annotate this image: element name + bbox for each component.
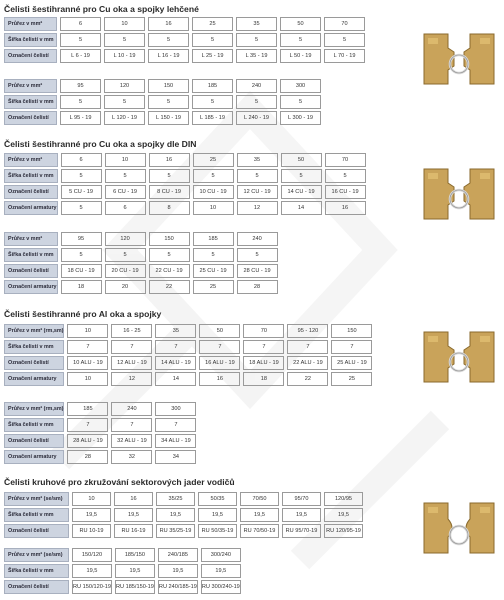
table-row (4, 340, 372, 354)
table-cell: 5 (236, 95, 277, 109)
table-cell: 32 ALU - 19 (111, 434, 152, 448)
section-title: Čelisti šestihranné pro Cu oka a spojky dle DIN (4, 139, 197, 149)
table-cell: L 150 - 19 (148, 111, 189, 125)
table-cell: 240 (237, 232, 278, 246)
table-cell: 25 CU - 19 (193, 264, 234, 278)
table-row (4, 548, 241, 562)
table-cell: RU 35/25-19 (156, 524, 195, 538)
table-cell: RU 70/50-19 (240, 524, 279, 538)
row-label: Průřez v mm² (rm,sm) (4, 324, 64, 338)
table-cell: 7 (155, 340, 196, 354)
table-cell: RU 10-19 (72, 524, 111, 538)
table-cell: 95 (61, 232, 102, 246)
section-title: Čelisti šestihranné pro Cu oka a spojky lehčené (4, 4, 199, 14)
table-cell: 95/70 (282, 492, 321, 506)
spec-table (1, 322, 375, 388)
table-cell: RU 300/240-19 (201, 580, 241, 594)
spec-table (1, 400, 199, 466)
table-cell: 150 (331, 324, 372, 338)
table-cell: L 35 - 19 (236, 49, 277, 63)
row-label: Šířka čelistí v mm (4, 340, 64, 354)
table-cell: 50 (199, 324, 240, 338)
table-cell: 240 (111, 402, 152, 416)
table-row (4, 580, 241, 594)
table-cell: 6 (105, 201, 146, 215)
row-label: Průřez v mm² (4, 79, 57, 93)
table-cell: 7 (67, 418, 108, 432)
table-cell: 28 (237, 280, 278, 294)
table-cell: 5 (325, 169, 366, 183)
table-cell: 150 (149, 232, 190, 246)
row-label: Šířka čelistí v mm (4, 169, 58, 183)
table-row (4, 418, 196, 432)
table-cell: L 70 - 19 (324, 49, 365, 63)
table-cell: 5 (61, 201, 102, 215)
table-row (4, 232, 278, 246)
table-cell: 12 (111, 372, 152, 386)
table-cell: 28 (67, 450, 108, 464)
table-cell: 185/150 (115, 548, 155, 562)
table-cell: 35 (236, 17, 277, 31)
table-cell: 150 (148, 79, 189, 93)
table-cell: 28 CU - 19 (237, 264, 278, 278)
table-cell: 10 (104, 17, 145, 31)
table-cell: 10 (67, 372, 108, 386)
table-cell: 19,5 (324, 508, 363, 522)
table-cell: 7 (287, 340, 328, 354)
table-cell: RU 150/120-19 (72, 580, 112, 594)
table-cell: 50 (280, 17, 321, 31)
spec-table (1, 546, 244, 596)
table-cell: 7 (67, 340, 108, 354)
table-cell: 16 (148, 17, 189, 31)
table-row (4, 450, 196, 464)
table-row (4, 324, 372, 338)
table-cell: 70 (325, 153, 366, 167)
table-cell: 10 (193, 201, 234, 215)
table-cell: 22 (287, 372, 328, 386)
row-label: Označení armatury (4, 201, 58, 215)
table-cell: 5 (149, 169, 190, 183)
table-cell: 19,5 (240, 508, 279, 522)
table-cell: 32 (111, 450, 152, 464)
table-cell: 10 CU - 19 (193, 185, 234, 199)
table-cell: 5 (192, 33, 233, 47)
table-row (4, 33, 365, 47)
table-cell: 5 (61, 169, 102, 183)
table-row (4, 153, 366, 167)
table-row (4, 49, 365, 63)
table-cell: 25 (331, 372, 372, 386)
table-cell: 120/95 (324, 492, 363, 506)
table-cell: 35/25 (156, 492, 195, 506)
table-cell: 10 (67, 324, 108, 338)
hex-crimp-jaw-image (420, 28, 498, 90)
table-cell: 16 (199, 372, 240, 386)
spec-table (1, 151, 369, 217)
table-cell: 28 ALU - 19 (67, 434, 108, 448)
table-row (4, 280, 278, 294)
table-cell: 7 (331, 340, 372, 354)
table-row (4, 201, 366, 215)
row-label: Šířka čelistí v mm (4, 564, 69, 578)
table-cell: 34 ALU - 19 (155, 434, 196, 448)
row-label: Označení armatury (4, 450, 64, 464)
table-cell: L 300 - 19 (280, 111, 321, 125)
table-cell: 8 CU - 19 (149, 185, 190, 199)
table-cell: RU 240/185-19 (158, 580, 198, 594)
table-cell: 5 (148, 95, 189, 109)
table-cell: 5 (60, 33, 101, 47)
table-cell: L 10 - 19 (104, 49, 145, 63)
table-cell: 120 (104, 79, 145, 93)
hex-crimp-jaw-image (420, 163, 498, 225)
table-cell: 50 (281, 153, 322, 167)
table-cell: 5 (192, 95, 233, 109)
table-row (4, 264, 278, 278)
table-cell: 19,5 (72, 564, 112, 578)
table-cell: 19,5 (158, 564, 198, 578)
table-cell: 12 ALU - 19 (111, 356, 152, 370)
table-cell: 5 (280, 33, 321, 47)
table-cell: 5 (236, 33, 277, 47)
table-cell: 5 (237, 248, 278, 262)
table-cell: 16 CU - 19 (325, 185, 366, 199)
table-cell: 5 (281, 169, 322, 183)
row-label: Označení čelistí (4, 49, 57, 63)
row-label: Šířka čelistí v mm (4, 248, 58, 262)
table-cell: 25 ALU - 19 (331, 356, 372, 370)
table-cell: 12 CU - 19 (237, 185, 278, 199)
row-label: Průřez v mm² (rm,sm) (4, 402, 64, 416)
table-cell: 185 (192, 79, 233, 93)
table-cell: L 240 - 19 (236, 111, 277, 125)
row-label: Označení čelistí (4, 524, 69, 538)
table-cell: 5 (193, 169, 234, 183)
table-cell: 185 (67, 402, 108, 416)
table-cell: 300 (280, 79, 321, 93)
table-row (4, 79, 321, 93)
table-row (4, 185, 366, 199)
table-cell: L 95 - 19 (60, 111, 101, 125)
spec-table (1, 230, 281, 296)
table-cell: L 50 - 19 (280, 49, 321, 63)
table-cell: 6 (61, 153, 102, 167)
row-label: Označení armatury (4, 372, 64, 386)
row-label: Průřez v mm² (4, 232, 58, 246)
table-row (4, 492, 363, 506)
table-row (4, 169, 366, 183)
table-cell: 22 ALU - 19 (287, 356, 328, 370)
table-cell: 120 (105, 232, 146, 246)
table-cell: RU 185/150-19 (115, 580, 155, 594)
table-cell: 19,5 (156, 508, 195, 522)
table-cell: 300 (155, 402, 196, 416)
table-cell: 25 (193, 280, 234, 294)
row-label: Průřez v mm² (4, 153, 58, 167)
table-cell: 5 (148, 33, 189, 47)
table-cell: RU 120/95-19 (324, 524, 363, 538)
section-title: Čelisti kruhové pro zkružování sektorových jader vodičů (4, 477, 235, 487)
table-cell: 19,5 (115, 564, 155, 578)
table-cell: 240/185 (158, 548, 198, 562)
table-row (4, 17, 365, 31)
table-cell: 95 - 120 (287, 324, 328, 338)
table-cell: 70 (324, 17, 365, 31)
section-title: Čelisti šestihranné pro Al oka a spojky (4, 309, 162, 319)
row-label: Označení čelistí (4, 356, 64, 370)
table-cell: 19,5 (198, 508, 237, 522)
table-cell: L 25 - 19 (192, 49, 233, 63)
table-row (4, 508, 363, 522)
table-cell: L 6 - 19 (60, 49, 101, 63)
table-cell: 5 (104, 95, 145, 109)
table-row (4, 434, 196, 448)
table-cell: 240 (236, 79, 277, 93)
table-cell: 14 ALU - 19 (155, 356, 196, 370)
table-cell: 18 (243, 372, 284, 386)
table-cell: 18 ALU - 19 (243, 356, 284, 370)
table-cell: 10 ALU - 19 (67, 356, 108, 370)
row-label: Šířka čelistí v mm (4, 95, 57, 109)
table-cell: 22 (149, 280, 190, 294)
table-cell: 18 (61, 280, 102, 294)
table-cell: 19,5 (72, 508, 111, 522)
hex-crimp-jaw-image (420, 326, 498, 388)
table-cell: 12 (237, 201, 278, 215)
row-label: Průřez v mm² (se/sm) (4, 492, 69, 506)
table-cell: 7 (199, 340, 240, 354)
table-cell: 7 (111, 418, 152, 432)
row-label: Označení čelistí (4, 580, 69, 594)
table-cell: 19,5 (114, 508, 153, 522)
table-cell: 5 (61, 248, 102, 262)
table-cell: 16 (149, 153, 190, 167)
row-label: Průřez v mm² (se/sm) (4, 548, 69, 562)
table-cell: L 120 - 19 (104, 111, 145, 125)
table-cell: 150/120 (72, 548, 112, 562)
table-cell: 5 (105, 248, 146, 262)
table-cell: 22 CU - 19 (149, 264, 190, 278)
table-row (4, 372, 372, 386)
table-cell: 7 (243, 340, 284, 354)
row-label: Označení armatury (4, 280, 58, 294)
table-cell: 34 (155, 450, 196, 464)
table-cell: 50/35 (198, 492, 237, 506)
table-cell: 8 (149, 201, 190, 215)
table-cell: 20 (105, 280, 146, 294)
table-cell: 16 (114, 492, 153, 506)
table-cell: 185 (193, 232, 234, 246)
table-cell: RU 95/70-19 (282, 524, 321, 538)
table-cell: 19,5 (282, 508, 321, 522)
table-row (4, 524, 363, 538)
table-cell: 5 (104, 33, 145, 47)
round-crimp-jaw-image (420, 497, 498, 559)
table-cell: 7 (155, 418, 196, 432)
table-cell: 5 (60, 95, 101, 109)
table-cell: 35 (155, 324, 196, 338)
row-label: Označení čelistí (4, 111, 57, 125)
spec-table (1, 490, 366, 540)
table-cell: 6 (60, 17, 101, 31)
row-label: Šířka čelistí v mm (4, 508, 69, 522)
table-cell: L 16 - 19 (148, 49, 189, 63)
table-cell: 7 (111, 340, 152, 354)
table-row (4, 356, 372, 370)
table-cell: L 185 - 19 (192, 111, 233, 125)
table-cell: 16 ALU - 19 (199, 356, 240, 370)
table-cell: 35 (237, 153, 278, 167)
table-cell: RU 16-19 (114, 524, 153, 538)
table-cell: 5 (324, 33, 365, 47)
table-cell: 19,5 (201, 564, 241, 578)
spec-table (1, 15, 368, 65)
table-cell: 14 CU - 19 (281, 185, 322, 199)
row-label: Šířka čelistí v mm (4, 33, 57, 47)
table-row (4, 402, 196, 416)
row-label: Označení čelistí (4, 434, 64, 448)
table-cell: 5 (237, 169, 278, 183)
table-cell: 5 (193, 248, 234, 262)
table-cell: 5 CU - 19 (61, 185, 102, 199)
row-label: Označení čelistí (4, 264, 58, 278)
spec-table (1, 77, 324, 127)
row-label: Šířka čelistí v mm (4, 418, 64, 432)
row-label: Průřez v mm² (4, 17, 57, 31)
table-cell: 95 (60, 79, 101, 93)
table-cell: 25 (193, 153, 234, 167)
row-label: Označení čelistí (4, 185, 58, 199)
table-cell: RU 50/35-19 (198, 524, 237, 538)
table-cell: 18 CU - 19 (61, 264, 102, 278)
table-cell: 16 (325, 201, 366, 215)
table-cell: 16 - 25 (111, 324, 152, 338)
table-cell: 14 (281, 201, 322, 215)
table-cell: 300/240 (201, 548, 241, 562)
table-cell: 10 (105, 153, 146, 167)
table-cell: 25 (192, 17, 233, 31)
table-cell: 20 CU - 19 (105, 264, 146, 278)
table-cell: 70 (243, 324, 284, 338)
table-row (4, 95, 321, 109)
table-cell: 70/50 (240, 492, 279, 506)
table-cell: 5 (149, 248, 190, 262)
table-cell: 5 (105, 169, 146, 183)
table-cell: 6 CU - 19 (105, 185, 146, 199)
table-row (4, 564, 241, 578)
table-cell: 14 (155, 372, 196, 386)
table-cell: 5 (280, 95, 321, 109)
table-row (4, 248, 278, 262)
table-cell: 10 (72, 492, 111, 506)
table-row (4, 111, 321, 125)
